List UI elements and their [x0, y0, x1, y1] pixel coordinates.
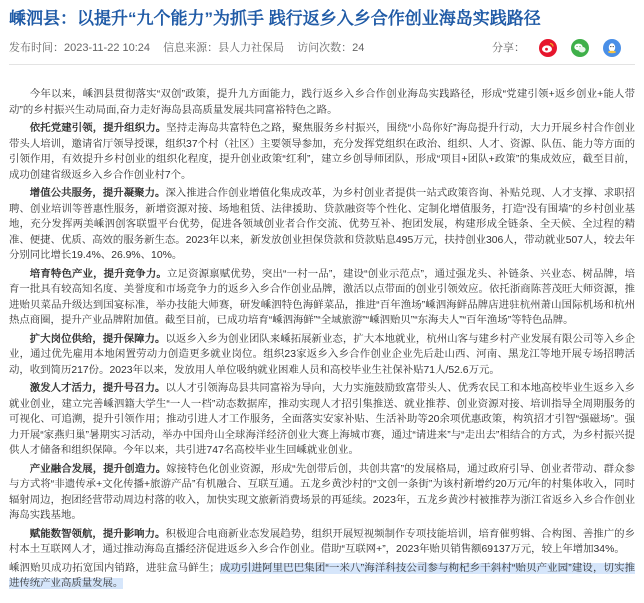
- paragraph-intro: [9, 87, 635, 118]
- paragraph-text: 立足资源禀赋优势，突出“一村一品”，建设“创业示范点”，通过强龙头、补链条、兴业态、树品牌，培育一批具有较高知名度、美誉度和市场竞争力的返乡入乡合作创业品牌，激活以点带面的创业引领效应。依托浙商陈菩茂旺大师资源，推进贻贝菜品升级达到国宴标准，举办技能大师赛，研发嵊泗特色海鲜菜品，推进“百年渔场”嵊泗海鲜品牌店进驻杭州萧山国际机场和杭州热点商圈，提升产业品牌附加值。截至目前，已成功培育“嵊泗海鲜”“全域旅游”“嵊泗贻贝”“东海夫人”“百年渔场”等特色品牌。: [9, 268, 635, 326]
- paragraph-jobs: [9, 332, 635, 379]
- weibo-icon[interactable]: [539, 39, 557, 57]
- paragraph-talent: [9, 381, 635, 459]
- highlighted-selection: 成功引进阿里巴巴集团“一米八”海洋科技公司参与枸杞乡干斜村“贻贝产业园”建设，切实推进传统产业高质量发展。: [9, 562, 636, 589]
- share-bar: [492, 38, 631, 58]
- paragraph-industry: [9, 267, 635, 329]
- paragraph-digital: [9, 527, 635, 558]
- publish-time: 发布时间：2023-11-22 10:24: [9, 42, 151, 54]
- article-meta: [9, 32, 635, 65]
- article-title: 嵊泗县：以提升“九个能力”为抓手 践行返乡入乡合作创业海岛实践路径: [9, 9, 541, 28]
- paragraph-lead: 扩大岗位供给，提升保障力。: [29, 333, 166, 345]
- paragraph-lead: 赋能数智领航，提升影响力。: [29, 528, 166, 540]
- paragraph-party-building: [9, 121, 635, 183]
- paragraph-text: 嫁接特色化创业资源，形成“先创带后创，共创共富”的发展格局，通过政府引导、创业者带动、群众参与方式将“非遗传承+文化传播+旅游产品”有机融合、互联互通。五龙乡黄沙村的“文创一条街”为该村新增约20万元/年的村集体收入，同时辐射周边，抱团经营带动周边村落的收入，加快实现文旅新消费场景的再延续。2023年，五龙乡黄沙村被推荐为浙江省返乡入乡合作创业海岛实践基地。: [9, 463, 636, 521]
- paragraph-text: 以人才引领海岛县共同富裕为导向，大力实施鼓励致富带头人、优秀农民工和本地高校毕业生返乡入乡就业创业，建立完善嵊泗籍大学生“一人一档”动态数据库，推动实现人才招引集推送、就业推荐、创业资源对接、培训指导全周期服务的可视化、可追溯，提升引领作用；推动引进人才工作服务，全面落实安家补贴、生活补助等20余项优惠政策，构筑招才引智“强磁场”。强力开展“家燕归巢”暑期实习活动，举办中国舟山全球海洋经济创业大赛上海城市赛，通过“请进来”与“走出去”相结合的方式，为乡村振兴提供人才储备和组织保障。今年以来，共引进747名高校毕业生回嵊就业创业。: [9, 383, 636, 456]
- article-body: [9, 65, 635, 592]
- paragraph-conclusion: [9, 561, 635, 592]
- paragraph-lead: 增值公共服务，提升凝聚力。: [29, 188, 166, 199]
- share-label: 分享：: [492, 42, 525, 54]
- visit-count: 访问次数：24: [297, 42, 365, 54]
- paragraph-integration: [9, 462, 635, 524]
- paragraph-text: 以返乡入乡为创业团队来嵊拓展新业态，扩大本地就业，杭州山客与建乡村产业发展有限公司等入乡企业，通过优先雇用本地闲置劳动力创造更多就业岗位。组织23家返乡入乡合作创业企业先后赴山西、河南、黑龙江等地开展专场招聘活动，收到简历217份。2023年以来，发放用人单位吸纳就业困难人员和高校毕业生社保补贴71人/52.6万元。: [9, 333, 636, 376]
- paragraph-text: 今年以来，嵊泗县贯彻落实“双创”政策，提升九方面能力，践行返乡入乡合作创业海岛实践路径，形成“党建引领+返乡创业+能人带动”的乡村振兴生动局面,奋力走好海岛县高质量发展共同富裕特色之路。: [9, 89, 635, 116]
- qq-icon[interactable]: [603, 39, 621, 57]
- paragraph-text: 深入推进合作创业增值化集成改革，为乡村创业者提供一站式政策咨询、补贴兑现、人才支撑、求职招聘、创业培训等普惠性服务，新增资源对接、场地租赁、法律援助、贷款融资等个性化、定制化增值服务，打造“没有围墙”的乡村创业基地，充分发挥两美嵊泗创客联盟平台优势，促进各领域创业者合作交流、优势互补、抱团发展，构建形成全链条、全天候、全过程的精准、便捷、优质、高效的服务新生态。2023年以来，新发放创业担保贷款和贷款贴息495万元，扶持创业306人，带动就业507人，较去年分别同比增长19.4%、26.9%、10%。: [9, 188, 636, 261]
- paragraph-text: 嵊泗贻贝成功拓宽国内销路，进驻盒马鲜生；: [9, 562, 220, 574]
- paragraph-text: 积极迎合电商新业态发展趋势，组织开展短视频制作专项技能培训，培育催剪辑、合构图、善推广的乡村本土互联网人才，通过推动海岛直播经济促进返乡入乡合作创业。借助“互联网+”，2023年贻贝销售额69137万元，较上年增加34%。: [9, 528, 636, 555]
- paragraph-lead: 激发人才活力，提升号召力。: [29, 383, 166, 394]
- paragraph-text: 坚持走海岛共富特色之路，聚焦服务乡村振兴，围绕“小岛你好”海岛提升行动，大力开展乡村合作创业带头人培训，邀请省厅领导授课，组织37个村（社区）主要领导参加，充分发挥党组织在政治、组织、人才、资源、队伍、能力等方面的引领作用，有效提升乡村创业的组织化程度，提升创业政策“红利”，建立乡创导师团队，形成“项目+团队+政策”的集成效应，截至目前，成功创建省级返乡入乡合作创业村7个。: [9, 123, 636, 181]
- paragraph-lead: 依托党建引领，提升组织力。: [29, 123, 167, 134]
- paragraph-lead: 培育特色产业，提升竞争力。: [29, 268, 167, 280]
- info-source: 信息来源：县人力社保局: [163, 42, 285, 54]
- paragraph-public-service: [9, 186, 635, 264]
- wechat-icon[interactable]: [571, 39, 589, 57]
- paragraph-lead: 产业融合发展，提升创造力。: [29, 463, 167, 475]
